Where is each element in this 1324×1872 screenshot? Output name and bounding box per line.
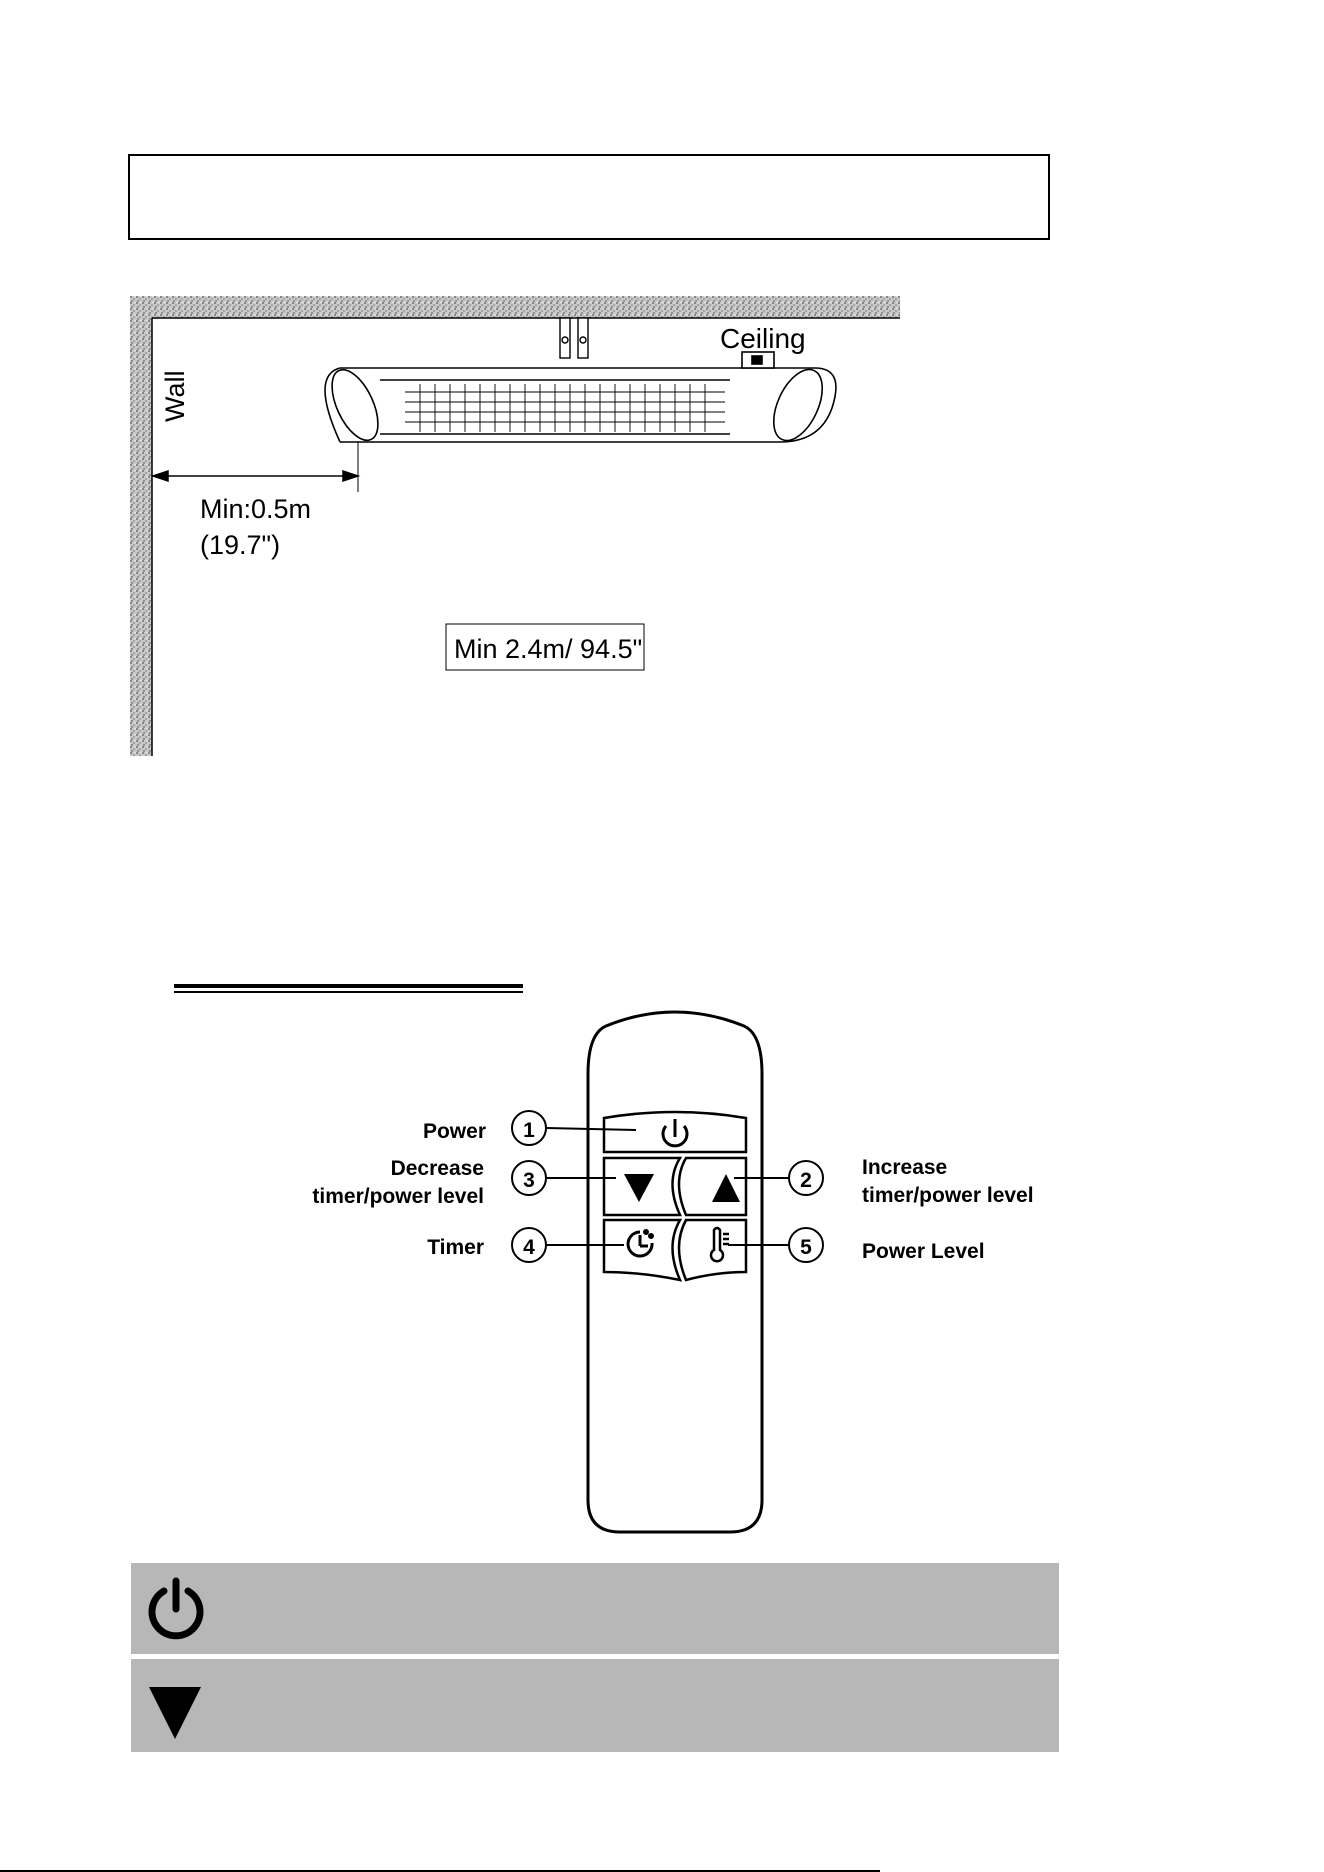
installation-diagram (130, 296, 910, 756)
callout-number-5: 5 (800, 1236, 812, 1259)
increase-label-line2: timer/power level (862, 1184, 1034, 1207)
wall-label: Wall (160, 370, 190, 422)
ceiling-label: Ceiling (720, 323, 806, 354)
callout-number-4: 4 (523, 1236, 535, 1259)
caution-box (128, 154, 1050, 240)
power-level-label: Power Level (862, 1240, 985, 1263)
callout-number-2: 2 (800, 1169, 812, 1192)
function-row-decrease (131, 1659, 1059, 1752)
timer-button[interactable] (604, 1220, 680, 1280)
power-icon (145, 1577, 207, 1641)
callout-number-1: 1 (523, 1119, 535, 1142)
power-button[interactable] (604, 1112, 746, 1152)
heater-unit (323, 352, 836, 448)
wall-surface (130, 296, 152, 756)
decrease-label-line1: Decrease (390, 1157, 484, 1180)
decrease-button[interactable] (604, 1158, 680, 1215)
timer-label: Timer (427, 1236, 484, 1259)
decrease-label-line2: timer/power level (312, 1185, 484, 1208)
increase-button[interactable] (679, 1158, 746, 1215)
section-heading-rule (174, 984, 523, 988)
callout-number-3: 3 (523, 1169, 535, 1192)
wall-clearance-dimension (153, 442, 358, 492)
min-wall-distance-imperial: (19.7") (200, 530, 281, 560)
ceiling-surface (130, 296, 900, 318)
function-row-power (131, 1563, 1059, 1654)
min-height-label: Min 2.4m/ 94.5" (454, 634, 643, 664)
power-level-button[interactable] (679, 1220, 746, 1280)
section-heading-rule-secondary (174, 991, 523, 993)
min-wall-distance: Min:0.5m (200, 494, 312, 524)
power-label: Power (422, 1120, 486, 1143)
remote-control-diagram (280, 1010, 1070, 1540)
mounting-bracket (560, 318, 588, 358)
triangle-down-icon (145, 1685, 207, 1741)
increase-label-line1: Increase (862, 1156, 948, 1179)
